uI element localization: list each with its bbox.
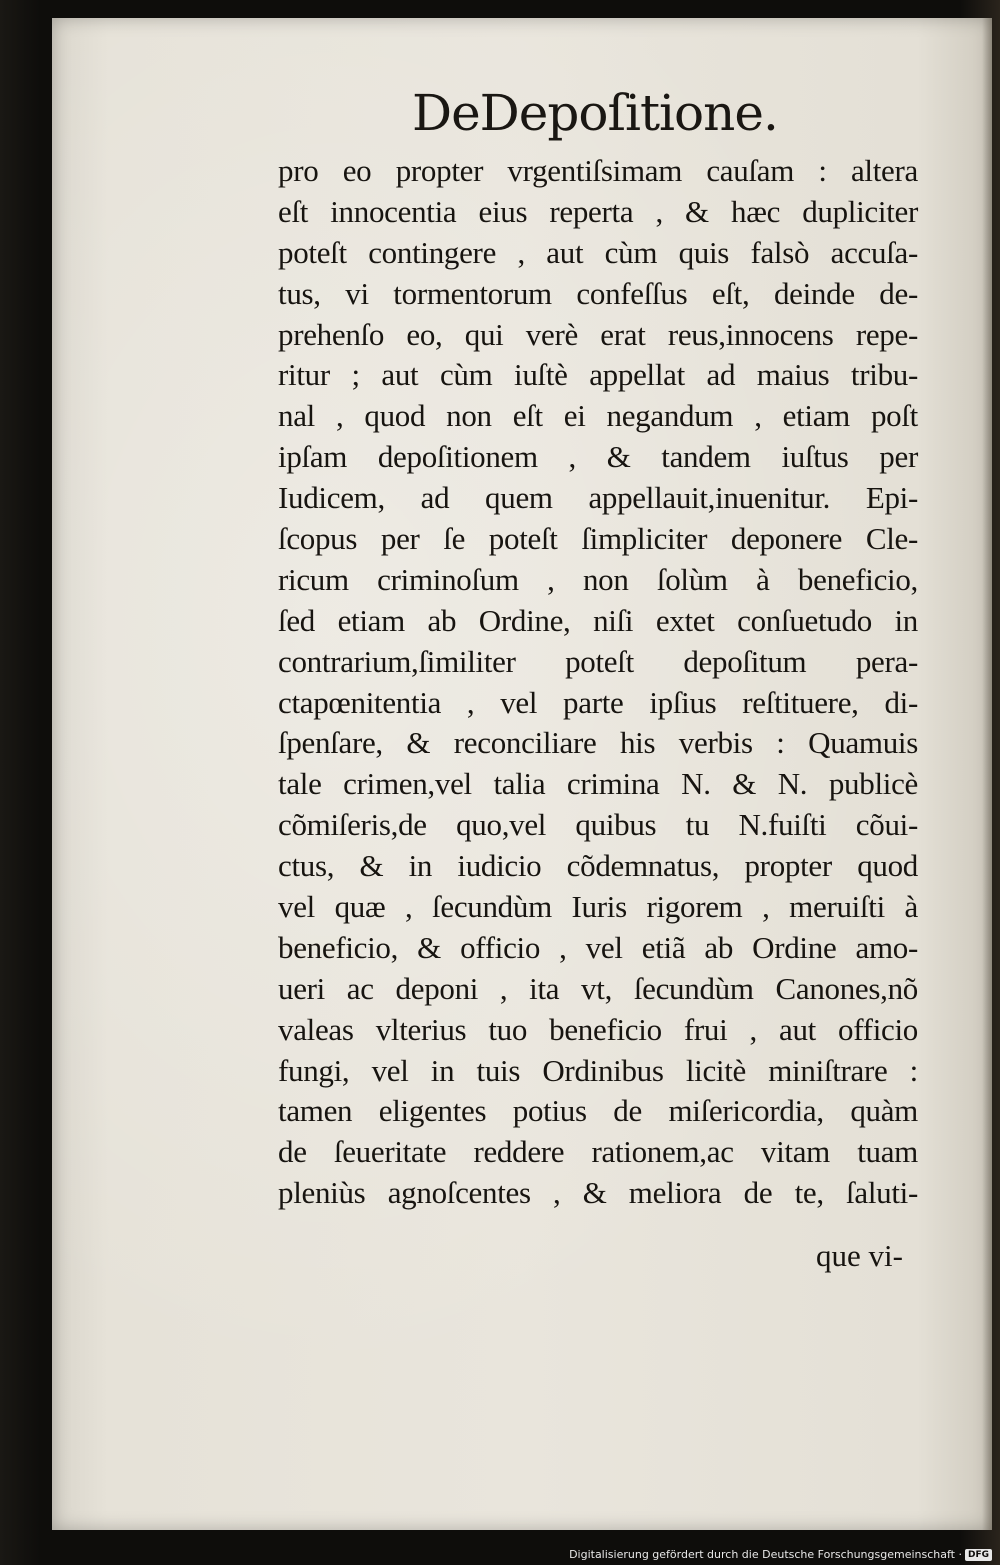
text-line: ricum criminoſum , non ſolùm à beneficio,	[278, 561, 918, 597]
text-line: ritur ; aut cùm iuſtè appellat ad maius tribu-	[278, 357, 918, 393]
text-line: tamen eligentes potius de miſericordia, quàm	[278, 1093, 918, 1129]
text-line: ctapœnitentia , vel parte ipſius reſtituere, di-	[278, 684, 918, 720]
text-line: ueri ac deponi , ita vt, ſecundùm Canones,nõ	[278, 970, 918, 1006]
text-line: pro eo propter vrgentiſsimam cauſam : altera	[278, 153, 918, 188]
text-line: beneficio, & officio , vel etiã ab Ordine amo-	[278, 929, 918, 965]
catchword: que vi-	[816, 1238, 903, 1273]
text-line: tale crimen,vel talia crimina N. & N. publicè	[278, 766, 918, 802]
text-line: contrarium,ſimiliter poteſt depoſitum pera-	[278, 643, 918, 679]
text-line: eſt innocentia eius reperta , & hæc dupliciter	[278, 193, 918, 229]
text-line: vel quæ , ſecundùm Iuris rigorem , meruiſti à	[278, 889, 918, 925]
text-line: ctus, & in iudicio cõdemnatus, propter quod	[278, 848, 918, 884]
dfg-logo: DFG	[965, 1549, 992, 1561]
text-line: de ſeueritate reddere rationem,ac vitam tuam	[278, 1134, 918, 1170]
text-line: nal , quod non eſt ei negandum , etiam poſt	[278, 398, 918, 434]
text-line: poteſt contingere , aut cùm quis falsò accuſa-	[278, 234, 918, 270]
page-edge-shadow	[982, 18, 992, 1530]
text-line: ſed etiam ab Ordine, niſi extet conſuetudo in	[278, 602, 918, 638]
text-line: cõmiſeris,de quo,vel quibus tu N.fuiſti cõui-	[278, 807, 918, 843]
book-page	[52, 18, 992, 1530]
running-head: DeDepoſitione.	[412, 84, 778, 142]
credit-text: Digitalisierung gefördert durch die Deutsche Forschungsgemeinschaft ·	[569, 1548, 962, 1561]
text-line: ipſam depoſitionem , & tandem iuſtus per	[278, 439, 918, 475]
text-line: valeas vlterius tuo beneficio frui , aut officio	[278, 1011, 918, 1047]
body-text	[278, 151, 918, 1214]
text-line: ſcopus per ſe poteſt ſimpliciter deponere Cle-	[278, 521, 918, 557]
text-line: prehenſo eo, qui verè erat reus,innocens repe-	[278, 316, 918, 352]
text-line: Iudicem, ad quem appellauit,inuenitur. Epi-	[278, 480, 918, 516]
text-line: tus, vi tormentorum confeſſus eſt, deinde de-	[278, 275, 918, 311]
digitization-credit	[569, 1548, 992, 1562]
text-line: ſpenſare, & reconciliare his verbis : Quamuis	[278, 725, 918, 761]
text-line: fungi, vel in tuis Ordinibus licitè miniſtrare :	[278, 1052, 918, 1088]
text-line: pleniùs agnoſcentes , & meliora de te, ſaluti-	[278, 1175, 918, 1211]
